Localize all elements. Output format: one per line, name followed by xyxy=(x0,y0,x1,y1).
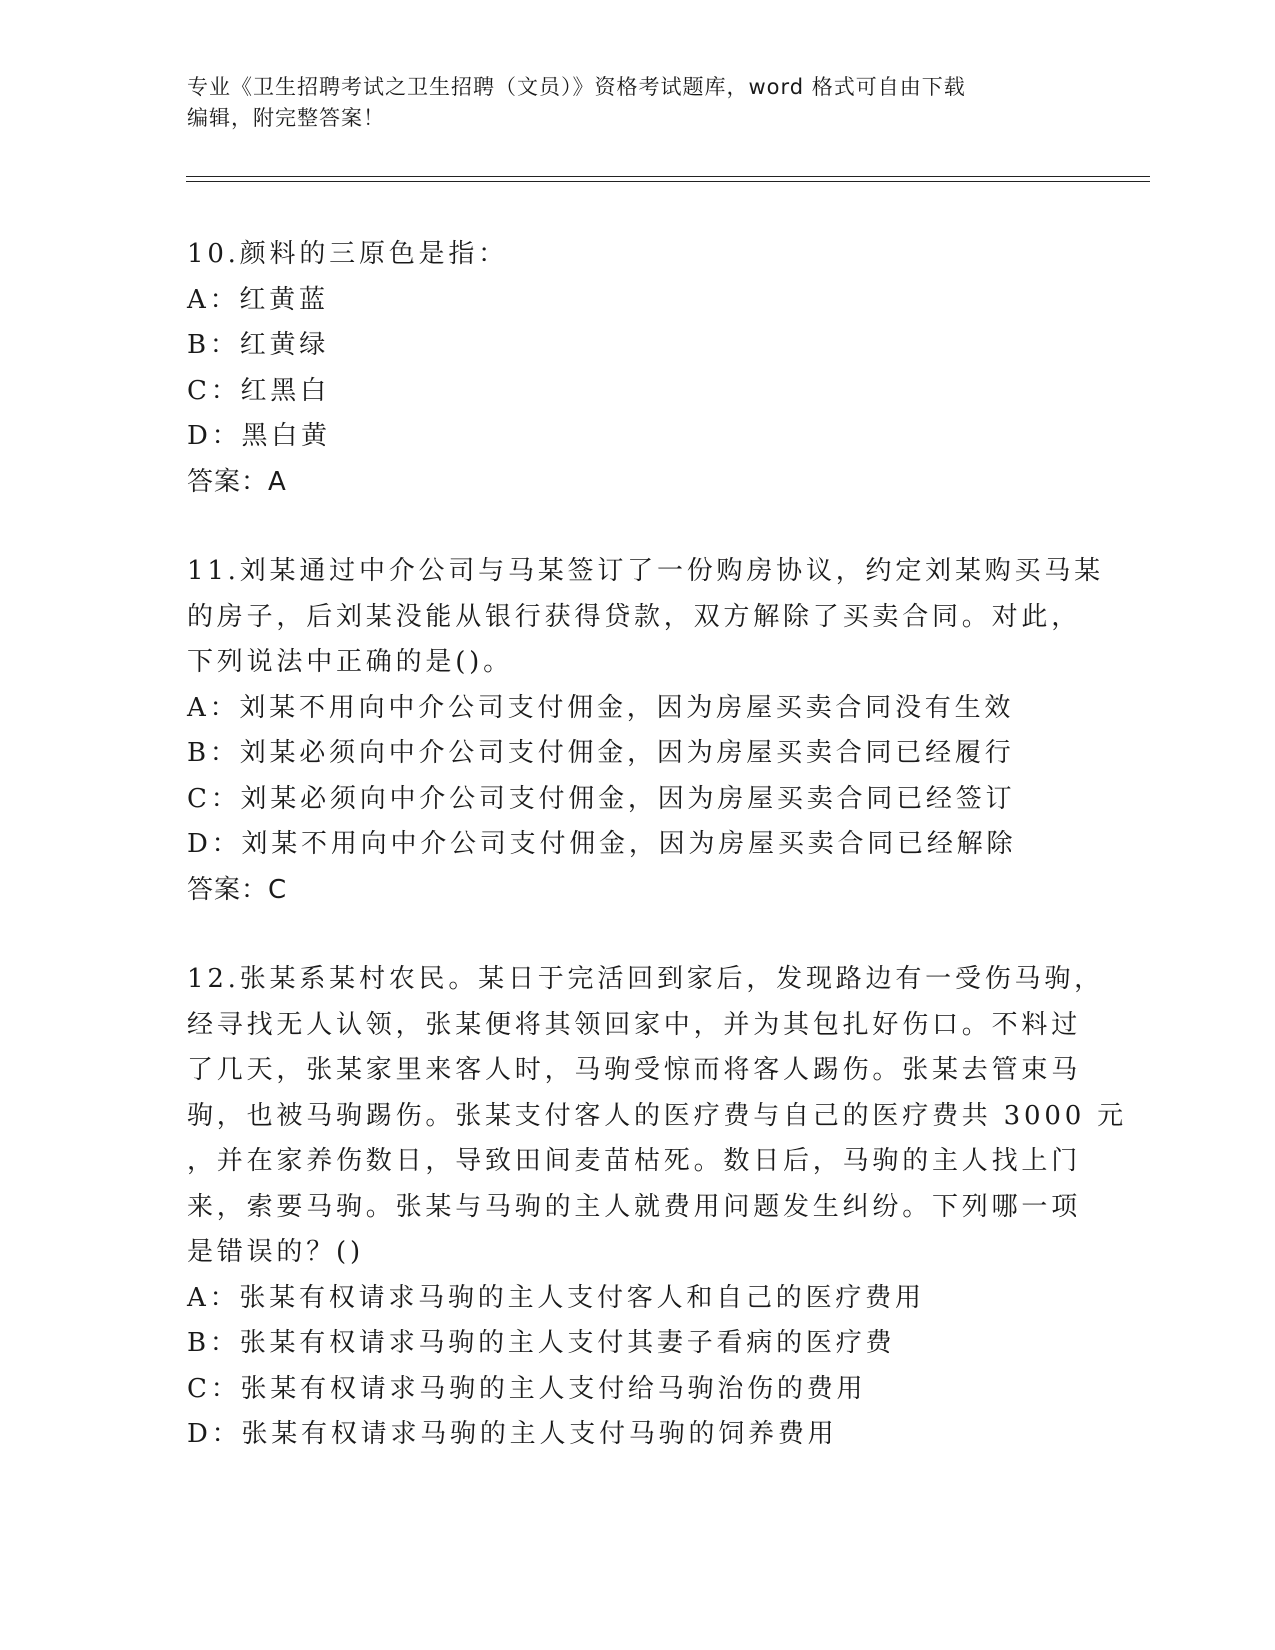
document-header xyxy=(187,72,1067,134)
question-list xyxy=(187,232,1127,1502)
header-line-1: 专业《卫生招聘考试之卫生招聘（文员）》资格考试题库，word 格式可自由下载 xyxy=(187,75,966,99)
option-b: B：红黄绿 xyxy=(187,330,330,360)
option-c: C：红黑白 xyxy=(187,375,330,406)
question-10 xyxy=(187,232,1087,505)
option-a: A：刘某不用向中介公司支付佣金，因为房屋买卖合同没有生效 xyxy=(187,692,1015,723)
option-b: B：张某有权请求马驹的主人支付其妻子看病的医疗费 xyxy=(187,1328,896,1358)
header-line-2: 编辑，附完整答案！ xyxy=(187,106,385,130)
question-stem-line: 了几天，张某家里来客人时，马驹受惊而将客人踢伤。张某去管束马 xyxy=(187,1055,1082,1085)
option-d: D：黑白黄 xyxy=(187,421,331,451)
question-11 xyxy=(187,549,1104,913)
option-c: C：张某有权请求马驹的主人支付给马驹治伤的费用 xyxy=(187,1373,867,1404)
question-stem-line: 经寻找无人认领，张某便将其领回家中，并为其包扎好伤口。不料过 xyxy=(187,1009,1082,1040)
question-stem-line: 11.刘某通过中介公司与马某签订了一份购房协议，约定刘某购买马某 xyxy=(187,556,1104,586)
option-a: A：红黄蓝 xyxy=(187,284,329,315)
question-stem-line: 的房子，后刘某没能从银行获得贷款，双方解除了买卖合同。对此， xyxy=(187,601,1082,632)
answer-label: 答案：A xyxy=(187,466,287,497)
option-c: C：刘某必须向中介公司支付佣金，因为房屋买卖合同已经签订 xyxy=(187,783,1016,814)
question-12 xyxy=(187,957,1127,1458)
option-d: D：刘某不用向中介公司支付佣金，因为房屋买卖合同已经解除 xyxy=(187,829,1017,859)
question-stem-line: 10.颜料的三原色是指： xyxy=(187,239,508,269)
question-stem-line: 下列说法中正确的是()。 xyxy=(187,647,513,677)
question-stem-line: ，并在家养伤数日，导致田间麦苗枯死。数日后，马驹的主人找上门 xyxy=(187,1146,1082,1176)
option-d: D：张某有权请求马驹的主人支付马驹的饲养费用 xyxy=(187,1419,838,1449)
question-stem-line: 来，索要马驹。张某与马驹的主人就费用问题发生纠纷。下列哪一项 xyxy=(187,1191,1082,1222)
question-stem-line: 驹，也被马驹踢伤。张某支付客人的医疗费与自己的医疗费共 3000 元 xyxy=(187,1100,1127,1131)
option-a: A：张某有权请求马驹的主人支付客人和自己的医疗费用 xyxy=(187,1282,925,1313)
answer-label: 答案：C xyxy=(187,874,288,905)
header-divider xyxy=(186,176,1150,182)
question-stem-line: 是错误的？() xyxy=(187,1237,364,1267)
option-b: B：刘某必须向中介公司支付佣金，因为房屋买卖合同已经履行 xyxy=(187,738,1015,768)
question-stem-line: 12.张某系某村农民。某日于完活回到家后，发现路边有一受伤马驹， xyxy=(187,964,1104,994)
